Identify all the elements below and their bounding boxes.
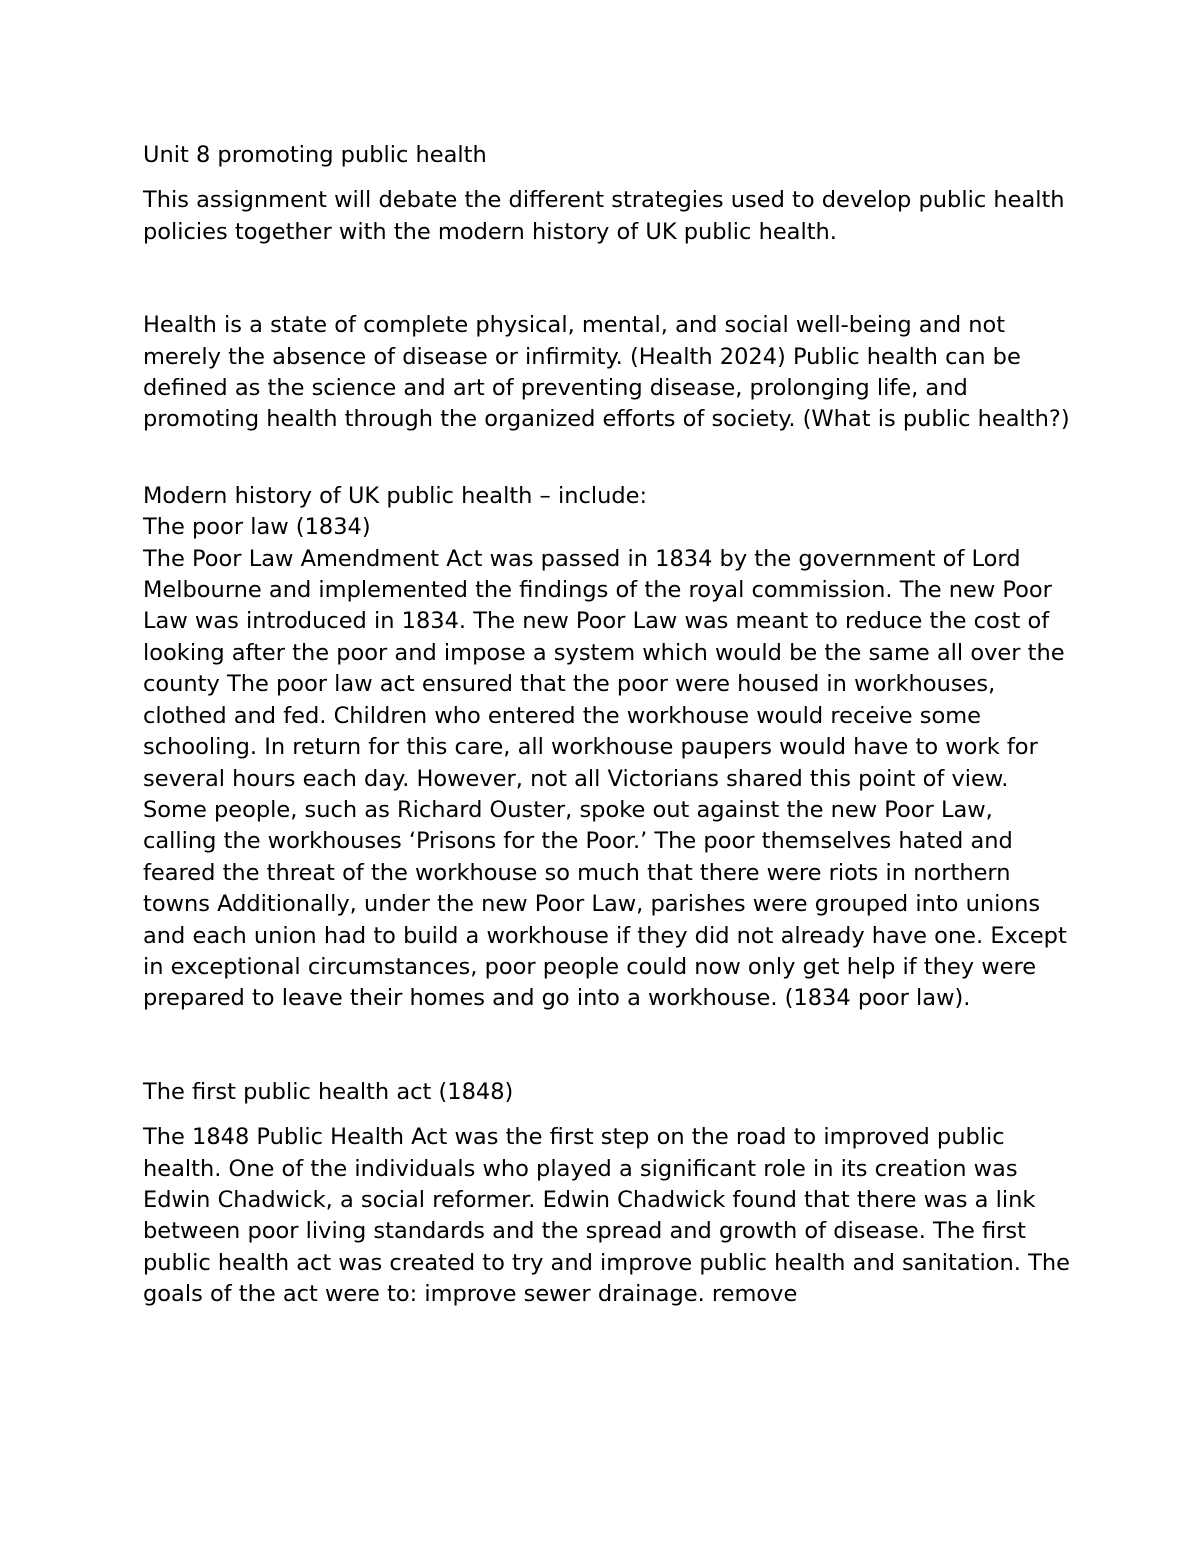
poor-law-heading: The poor law (1834)	[143, 514, 371, 541]
definition-paragraph: Health is a state of complete physical, mental, and social well-being and not merely the absence of disease or infirmity. (Health 2024) Public health can be defined as the science and art of preventing disease, prolonging life, and promoting health through the organized efforts of society. (What is public health?)	[143, 312, 1070, 433]
public-health-act-heading: The first public health act (1848)	[143, 1078, 514, 1105]
intro-paragraph: This assignment will debate the different strategies used to develop public health policies together with the modern history of UK public health.	[143, 187, 1065, 245]
history-heading: Modern history of UK public health – include:	[143, 482, 648, 509]
document-title: Unit 8 promoting public health	[143, 142, 487, 168]
public-health-act-paragraph: The 1848 Public Health Act was the first step on the road to improved public health. One of the individuals who played a significant role in its creation was Edwin Chadwick, a social reformer. Edwin Chadwick found that there was a link between poor living standards and the spread and growth of disease. The first public health act was created to try and improve public health and sanitation. The goals of the act were to: improve sewer drainage. remove	[143, 1124, 1070, 1308]
document-body	[143, 140, 1073, 1311]
poor-law-paragraph: The Poor Law Amendment Act was passed in 1834 by the government of Lord Melbourne and implemented the findings of the royal commission. The new Poor Law was introduced in 1834. The new Poor Law was meant to reduce the cost of looking after the poor and impose a system which would be the same all over the county The poor law act ensured that the poor were housed in workhouses, clothed and fed. Children who entered the workhouse would receive some schooling. In return for this care, all workhouse paupers would have to work for several hours each day. However, not all Victorians shared this point of view. Some people, such as Richard Ouster, spoke out against the new Poor Law, calling the workhouses ‘Prisons for the Poor.’ The poor themselves hated and feared the threat of the workhouse so much that there were riots in northern towns Additionally, under the new Poor Law, parishes were grouped into unions and each union had to build a workhouse if they did not already have one. Except in exceptional circumstances, poor people could now only get help if they were prepared to leave their homes and go into a workhouse. (1834 poor law).	[143, 545, 1067, 1012]
